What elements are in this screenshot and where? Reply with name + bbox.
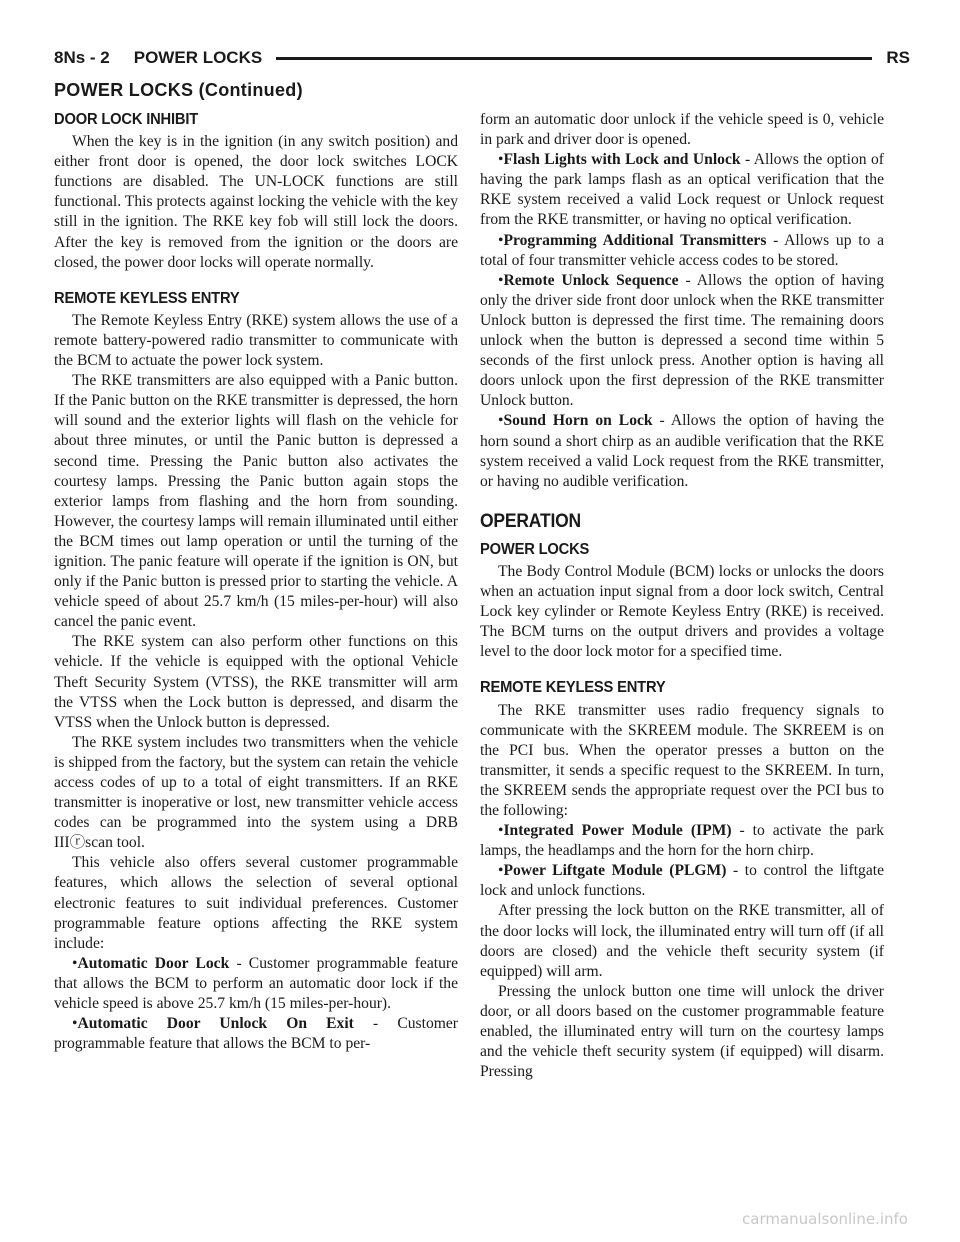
bullet-glyph: • xyxy=(498,862,504,880)
bullet-text: - Allows the option of having the park lamps flash as an optical verification that the RKE system received a valid Lock request or Unlock request from the RKE transmitter, or having no optical verification. xyxy=(480,151,884,229)
door-lock-inhibit-heading: DOOR LOCK INHIBIT xyxy=(54,111,199,128)
watermark: carmanualsonline.info xyxy=(742,1210,908,1228)
header-rule xyxy=(276,57,872,60)
bullet-label: Sound Horn on Lock xyxy=(503,412,653,430)
bullet-item xyxy=(480,861,884,901)
continued-title: POWER LOCKS (Continued) xyxy=(54,80,303,100)
rke-operation-paragraph-3: Pressing the unlock button one time will unlock the driver door, or all doors based on the customer programmable feature enabled, the illuminated entry will turn on the courtesy lamps and the vehicle theft security system (if equipped) will disarm. Pressing xyxy=(480,982,884,1081)
power-locks-paragraph: The Body Control Module (BCM) locks or unlocks the doors when an actuation input signal from a door lock switch, Central Lock key cylinder or Remote Keyless Entry (RKE) is received. The BCM turns on the output drivers and provides a voltage level to the door lock motor for a specified time. xyxy=(480,562,884,661)
right-column xyxy=(480,110,884,1082)
rke-operation-heading: REMOTE KEYLESS ENTRY xyxy=(480,679,666,697)
rke-operation-paragraph-2: After pressing the lock button on the RKE transmitter, all of the door locks will lock, the illuminated entry will turn off (if all doors are closed) and the vehicle theft security system (if equipped) will arm. xyxy=(480,902,884,980)
bullet-label: Flash Lights with Lock and Unlock xyxy=(503,151,741,169)
remote-keyless-entry-heading: REMOTE KEYLESS ENTRY xyxy=(54,289,240,307)
bullet-label: Automatic Door Unlock On Exit xyxy=(77,1015,354,1033)
rke-operation-paragraph-1: The RKE transmitter uses radio frequency signals to communicate with the SKREEM module. The SKREEM is on the PCI bus. When the operator presses a button on the transmitter, it sends a specific request to the SKREEM. In turn, the SKREEM sends the appropriate request over the PCI bus to the following: xyxy=(480,701,884,819)
operation-heading: OPERATION xyxy=(480,510,581,532)
rke-paragraph-5: This vehicle also offers several customer programmable features, which allows the selection of several optional electronic features to suit individual preferences. Customer programmable feature options affecting the RKE system include: xyxy=(54,854,458,952)
bullet-label: Power Liftgate Module (PLGM) xyxy=(503,862,727,880)
page-header xyxy=(54,44,910,72)
model-code: RS xyxy=(886,48,910,67)
bullet-glyph: • xyxy=(498,822,504,840)
bullet-text: - Customer programmable feature that allows the BCM to per- xyxy=(54,1015,458,1053)
bullet-item xyxy=(480,150,884,230)
bullet-text: - to activate the park lamps, the headlamps and the horn for the horn chirp. xyxy=(480,822,884,860)
rke-paragraph-2: The RKE transmitters are also equipped with a Panic button. If the Panic button on the RKE transmitter is depressed, the horn will sound and the exterior lights will flash on the vehicle for about three minutes, or until the Panic button is depressed a second time. Pressing the Panic button also activates the courtesy lamps. Pressing the Panic button again stops the exterior lamps from flashing and the horn from sounding. However, the courtesy lamps will remain illuminated until either the BCM times out lamp operation or until the turning of the ignition. The panic feature will operate if the ignition is ON, but only if the Panic button is pressed prior to starting the vehicle. A vehicle speed of about 25.7 km/h (15 miles-per-hour) will also cancel the panic event. xyxy=(54,372,458,631)
page-number: 8Ns - 2 xyxy=(54,48,110,67)
rke-paragraph-1: The Remote Keyless Entry (RKE) system allows the use of a remote battery-powered radio transmitter to communicate with the BCM to actuate the power lock system. xyxy=(54,311,458,370)
bullet-text: - Allows the option of having the horn sound a short chirp as an audible verification that the RKE system received a valid Lock request from the RKE transmitter, or having no audible verification. xyxy=(480,412,885,490)
door-lock-inhibit-paragraph: When the key is in the ignition (in any switch position) and either front door is opened, the door lock switches LOCK functions are disabled. The UN-LOCK functions are still functional. This protects against locking the vehicle with the key still in the ignition. The RKE key fob will still lock the doors. After the key is removed from the ignition or the doors are closed, the power door locks will operate normally. xyxy=(54,133,458,271)
rke-paragraph-4: The RKE system includes two transmitters when the vehicle is shipped from the factory, but the system can retain the vehicle access codes of up to a total of eight transmitters. If an RKE transmitter is inoperative or lost, new transmitter vehicle access codes can be programmed into the system using a DRB IIIⓡscan tool. xyxy=(54,733,458,852)
section-title: POWER LOCKS xyxy=(133,48,263,67)
bullet-item xyxy=(480,411,884,491)
bullet-label: Integrated Power Module (IPM) xyxy=(503,822,732,840)
bullet-text: - Customer programmable feature that allows the BCM to perform an automatic door lock if the vehicle speed is above 25.7 km/h (15 miles-per-hour). xyxy=(54,954,458,1013)
rke-paragraph-3: The RKE system can also perform other functions on this vehicle. If the vehicle is equipped with the optional Vehicle Theft Security System (VTSS), the RKE transmitter will arm the VTSS when the Lock button is depressed, and disarm the VTSS when the Unlock button is depressed. xyxy=(54,633,458,731)
bullet-item xyxy=(480,271,884,412)
bullet-glyph: • xyxy=(498,271,504,289)
bullet-text: - Allows up to a total of four transmitter vehicle access codes to be stored. xyxy=(480,231,885,269)
bullet-text: - Allows the option of having only the driver side front door unlock when the RKE transmitter Unlock button is depressed the first time. The remaining doors unlock when the button is depressed a second time within 5 seconds of the first unlock press. Another option is having all doors unlock upon the first depression of the RKE transmitter Unlock button. xyxy=(480,271,884,410)
bullet-glyph: • xyxy=(72,954,78,972)
power-locks-heading: POWER LOCKS xyxy=(480,540,590,558)
bullet-label: Remote Unlock Sequence xyxy=(503,271,679,289)
bullet-item xyxy=(480,821,884,861)
bullet-glyph: • xyxy=(72,1015,78,1033)
continued-paragraph: form an automatic door unlock if the vehicle speed is 0, vehicle in park and driver door is opened. xyxy=(480,111,884,149)
bullet-glyph: • xyxy=(498,151,504,169)
bullet-glyph: • xyxy=(498,231,504,249)
bullet-item xyxy=(54,1014,458,1054)
left-column xyxy=(54,110,458,1054)
bullet-label: Automatic Door Lock xyxy=(77,954,230,972)
bullet-item xyxy=(54,954,458,1014)
bullet-label: Programming Additional Transmitters xyxy=(503,231,767,249)
bullet-glyph: • xyxy=(498,412,504,430)
bullet-text: - to control the liftgate lock and unlock functions. xyxy=(480,862,884,900)
bullet-item xyxy=(480,231,884,271)
